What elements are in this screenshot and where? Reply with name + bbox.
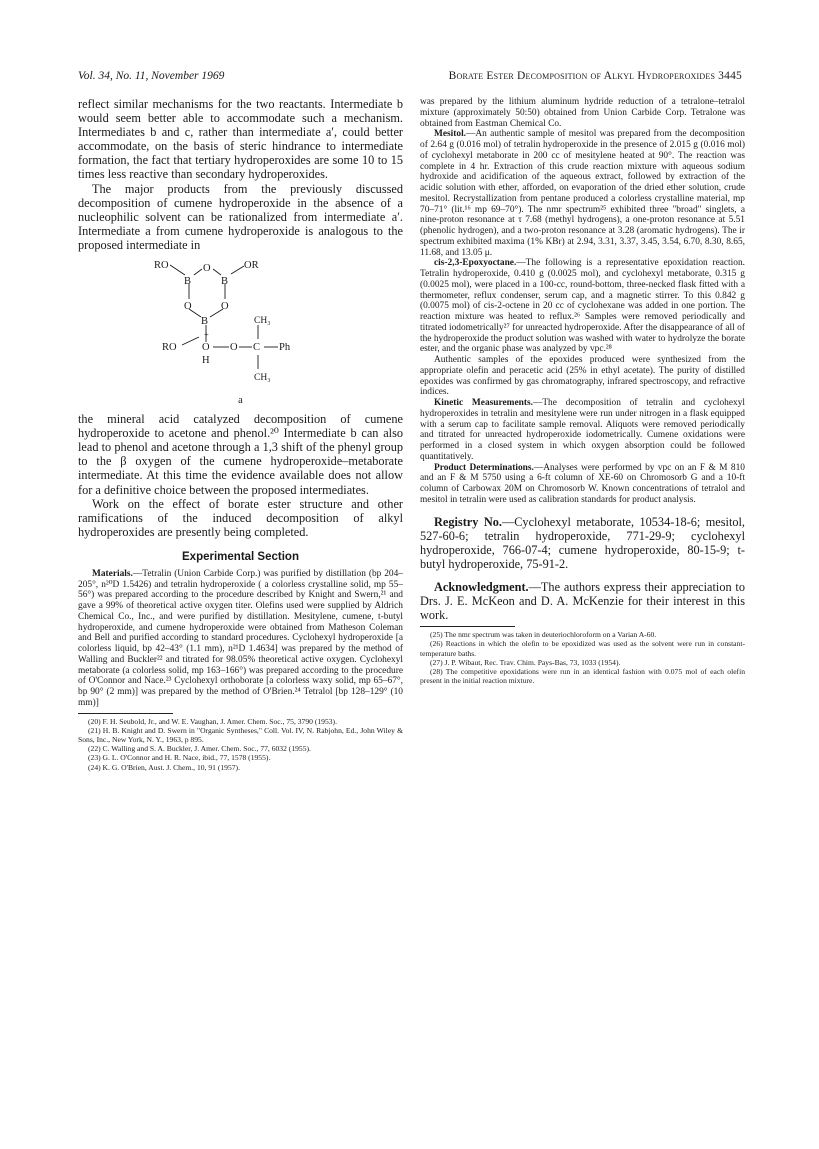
structure-atom: OR [244,260,259,272]
paragraph: the mineral acid catalyzed decomposition of cumene hydroperoxide to acetone and phenol.²⁰ Intermediate b can also lead to phenol and acetone through a 1,3 shift of the phenyl group to the β oxygen of the cumene hydroperoxide–metaborate intermediate. At this time the evidence available does not allow for a definitive choice between the proposed intermediates. [78,412,403,497]
paragraph: Work on the effect of borate ester structure and other ramifications of the induced decomposition of alkyl hydroperoxides are presently being completed. [78,496,403,539]
paragraph: The major products from the previously discussed decomposition of cumene hydroperoxide in the absence of a nucleophilic solvent can be rationalized from intermediate a′. Intermediate a from cumene hydroperoxide is analogous to the proposed intermediate in [78,181,403,252]
footnote: (22) C. Walling and S. A. Buckler, J. Amer. Chem. Soc., 77, 6032 (1955). [88,744,311,754]
structure-atom: C [253,342,261,354]
footnote-rule [420,626,515,627]
right-column [420,97,745,685]
paragraph-text: —The decomposition of tetralin and cyclohexyl hydroperoxides in tetralin and mesitylene were run under nitrogen in a flask equipped with a serum cap to facilitate sample removal. Aliquots were removed periodically and titrated for unreacted hydroperoxide iodometrically. Cumene oxidations were performed in a closed system in which oxygen absorption could be followed quantitatively. [420,398,745,462]
structure-a [78,257,403,393]
paragraph: Authentic samples of the epoxides produced were synthesized from the appropriate olefin and peracetic acid (25% in ethyl acetate). The purity of distilled epoxides was confirmed by gas chromatography, infrared spectroscopy, and refractive indices. [420,355,745,398]
footnote-rule [78,713,173,714]
journal-volume: Vol. 34, No. 11, November 1969 [78,70,225,82]
page-title-and-number: Borate Ester Decomposition of Alkyl Hydroperoxides 3445 [448,70,742,82]
structure-charge: + [204,329,209,340]
paragraph: was prepared by the lithium aluminum hydride reduction of a tetralone–tetralol mixture (approximately 50:50) obtained from Union Carbide Corp. Tetralone was obtained from Eastman Chemical Co. [420,97,745,129]
footnote: (20) F. H. Seubold, Jr., and W. E. Vaughan, J. Amer. Chem. Soc., 75, 3790 (1953). [88,716,337,726]
structure-atom: O [202,342,210,354]
paragraph-heading: Product Determinations. [434,462,534,473]
paragraph-heading: Registry No. [434,514,502,529]
structure-atom: RO [154,260,169,272]
paragraph [420,463,745,506]
structure-atom: B [201,316,209,328]
paragraph-heading: Materials. [92,568,133,579]
paragraph-heading: Kinetic Measurements. [434,398,533,408]
structure-atom: Ph [279,342,291,354]
paragraph-text: —Cyclohexyl metaborate, 10534-18-6; mesitol, 527-60-6; tetralin hydroperoxide, 771-29-9; cyclohexyl hydroperoxide, 766-07-4; cumene hydroperoxide, 80-15-9; t-butyl hydroperoxide, 75-91-2. [420,514,745,571]
structure-atom: RO [162,342,177,354]
paragraph [420,258,745,355]
running-header [78,70,742,86]
section-title: Experimental Section [182,550,299,563]
footnote: (27) J. P. Wibaut, Rec. Trav. Chim. Pays-Bas, 73, 1033 (1954). [430,657,621,667]
footnote: (21) H. B. Knight and D. Swern in "Organic Syntheses," Coll. Vol. IV, N. Rabjohn, Ed., John Wiley & Sons, Inc., New York, N. Y., 1963, p 895. [78,725,403,745]
paragraph [420,129,745,258]
footnotes [420,630,745,685]
footnotes [78,717,403,772]
structure-atom: O [221,301,229,313]
left-column [78,97,403,772]
footnote: (23) G. L. O'Connor and H. R. Nace, ibid., 77, 1578 (1955). [88,753,271,763]
registry-paragraph [420,515,745,571]
footnote: (28) The competitive epoxidations were run in an identical fashion with 0.075 mol of each olefin present in the initial reaction mixture. [420,666,745,686]
structure-atom: B [221,276,229,288]
structure-atom: O [203,263,211,275]
footnote: (24) K. G. O'Brien, Aust. J. Chem., 10, 91 (1957). [88,762,240,772]
paragraph-heading: Acknowledgment. [434,579,529,594]
paragraph-text: —The authors express their appreciation to Drs. J. E. McKeon and D. A. McKenzie for their interest in this work. [420,579,745,623]
paragraph-heading: Mesitol. [434,129,467,140]
acknowledgment-paragraph [420,580,745,622]
structure-atom: O [184,301,192,313]
footnote: (25) The nmr spectrum was taken in deuteriochloroform on a Varian A-60. [430,630,657,640]
paragraph-text: —An authentic sample of mesitol was prepared from the decomposition of 2.64 g (0.016 mol) of tetralin hydroperoxide in the presence of 2.015 g (0.016 mol) of cyclohexyl metaborate in 200 cc of mesitylene heated at 90°. The reaction was complete in 4 hr. Extraction of this crude reaction mixture with aqueous sodium hydroxide and acidification of the aqueous extract, followed by extraction of the acidic solution with ether, afforded, on evaporation of the dried ether solution, crude mesitol. Recrystallization from pentane produced a colorless crystalline material, mp 70–71° (lit.¹⁶ mp 69–70°). The nmr spectrum²⁵ exhibited three "broad" singlets, a nine-proton resonance at τ 7.68 (methyl hydrogens), a one-proton resonance at 5.51 (phenolic hydrogen), and a two-proton resonance at 3.28 (aromatic hydrogens). The ir spectrum exhibited maxima (1% KBr) at 2.94, 3.31, 3.37, 3.45, 3.54, 6.70, 8.30, 8.65, 11.68, and 13.05 μ. [420,129,745,258]
structure-label: a [238,395,243,407]
paragraph [78,569,403,709]
paragraph-text: —Analyses were performed by vpc on an F & M 810 and an F & M 5750 using a 6-ft column of XE-60 on Chromosorb G and a 10-ft column of Carbowax 20M on Chromosorb W. Known concentrations of tetralol and mesitol in tetralin were used as calibration standards for product analysis. [420,462,745,505]
structure-atom: H [202,355,210,367]
structure-drawing [78,257,403,393]
structure-atom: B [184,276,192,288]
paragraph-text: —The following is a representative epoxidation reaction. Tetralin hydroperoxide, 0.410 g (0.0025 mol), and cyclohexyl metaborate, 0.315 g (0.0025 mol), were placed in a 100-cc, round-bottom, three-necked flask fitted with a thermometer, reflux condenser, serum cap, and a magnetic stirrer. To this 0.842 g (0.0075 mol) of cis-2-octene in 20 cc of cyclohexane was added in one portion. The reaction mixture was heated to reflux.²⁶ Samples were removed periodically and titrated iodometrically²⁷ for unreacted hydroperoxide. After the disappearance of all of the hydroperoxide the product solution was washed with water to hydrolyze the borate ester, and the organic phase was analyzed by vpc.²⁸ [420,258,745,355]
paragraph-text: —Tetralin (Union Carbide Corp.) was purified by distillation (bp 204–205°, n²⁰D 1.5426) and tetralin hydroperoxide ( a colorless crystalline solid, mp 55–56°) was prepared according to the procedure described by Knight and Swern,²¹ and gave a 99% of theoretical active oxygen titer. Olefins used were supplied by Aldrich Chemical Co., Inc., and were purified by distillation. Mesitylene, cumene, t-butyl hydroperoxide, and cumene hydroperoxide were obtained from Matheson Coleman and Bell and purified according to standard procedures. Cyclohexyl hydroperoxide [a colorless liquid, bp 42–43° (1.1 mm), n²¹D 1.4634] was prepared by the method of Walling and Buckler²² and titrated for 98.05% theoretical active oxygen. Cyclohexyl metaborate (a colorless solid, mp 163–166°) was prepared according to the procedure of O'Connor and Nace.²³ Cyclohexyl orthoborate [a colorless waxy solid, mp 65–67°, bp 90° (2 mm)] was prepared by the method of O'Brien.²⁴ Tetralol [bp 128–129° (10 mm)] [78,568,403,708]
paragraph: reflect similar mechanisms for the two reactants. Intermediate b would seem better able to accommodate such a mechanism. Intermediates b and c, rather than intermediate a′, could better accommodate, on the basis of steric hindrance to intermediate formation, the fact that tertiary hydroperoxides are some 10 to 15 times less reactive than secondary hydroperoxides. [78,97,403,182]
structure-atom: CH₃ [254,373,271,384]
structure-atom: O [230,342,238,354]
structure-atom: CH₃ [254,316,271,327]
paragraph-heading: cis-2,3-Epoxyoctane. [434,258,517,269]
footnote: (26) Reactions in which the olefin to be epoxidized was used as the solvent were run in constant-temperature baths. [420,639,745,658]
paragraph [420,398,745,463]
